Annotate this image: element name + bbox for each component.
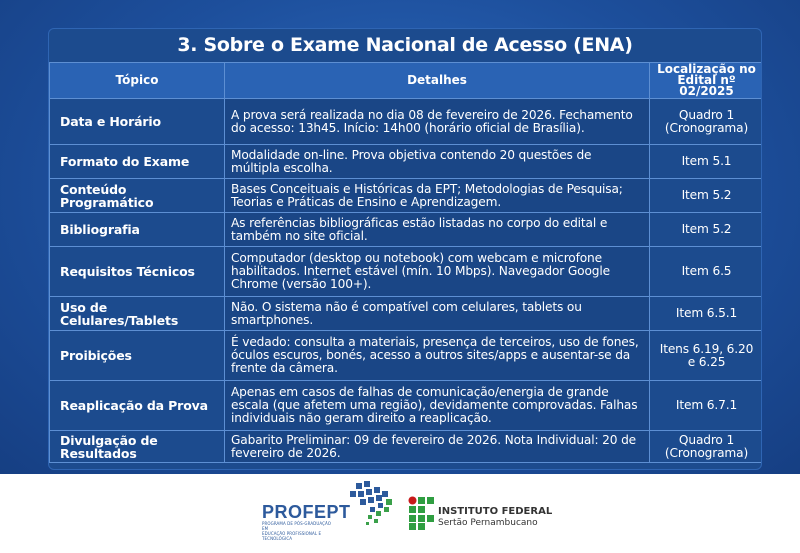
row-details: As referências bibliográficas estão listadas no corpo do edital e também no site oficial. (225, 213, 650, 247)
profept-logo (262, 502, 351, 545)
row-details: Bases Conceituais e Históricas da EPT; Metodologias de Pesquisa; Teorias e Práticas de Ensino e Aprendizagem. (225, 179, 650, 213)
table-row (50, 331, 763, 381)
row-topic: Bibliografia (50, 213, 225, 247)
table-row (50, 99, 763, 145)
instituto-federal-logo-text (438, 506, 552, 529)
row-details: A prova será realizada no dia 08 de fevereiro de 2026. Fechamento do acesso: 13h45. Início: 14h00 (horário oficial de Brasília). (225, 99, 650, 145)
table-row (50, 179, 763, 213)
row-details: É vedado: consulta a materiais, presença de terceiros, uso de fones, óculos escuros, bonés, acesso a outros sites/apps e ausentar-se da frente da câmera. (225, 331, 650, 381)
row-topic: Uso de Celulares/Tablets (50, 297, 225, 331)
header-details: Detalhes (225, 63, 650, 99)
table-row (50, 431, 763, 463)
row-topic: Formato do Exame (50, 145, 225, 179)
instituto-federal-icon (408, 496, 434, 530)
row-location: Itens 6.19, 6.20 e 6.25 (650, 331, 763, 381)
table-row (50, 381, 763, 431)
row-location: Item 5.2 (650, 179, 763, 213)
row-topic: Data e Horário (50, 99, 225, 145)
table-header-row (50, 63, 763, 99)
row-location: Item 6.5 (650, 247, 763, 297)
header-topic: Tópico (50, 63, 225, 99)
row-details: Modalidade on-line. Prova objetiva contendo 20 questões de múltipla escolha. (225, 145, 650, 179)
table-row (50, 145, 763, 179)
profept-subtitle-2: EDUCAÇÃO PROFISSIONAL E TECNOLÓGICA (262, 531, 322, 541)
page-title: 3. Sobre o Exame Nacional de Acesso (ENA) (177, 34, 633, 56)
profept-pixel-map-icon (348, 479, 398, 529)
row-topic: Divulgação de Resultados (50, 431, 225, 463)
row-location: Item 5.1 (650, 145, 763, 179)
row-topic: Requisitos Técnicos (50, 247, 225, 297)
row-details: Apenas em casos de falhas de comunicação/energia de grande escala (que afetem uma região), devidamente comprovadas. Falhas individuais não geram direito a reaplicação. (225, 381, 650, 431)
logo-footer (0, 474, 800, 553)
row-topic: Conteúdo Programático (50, 179, 225, 213)
row-location: Item 5.2 (650, 213, 763, 247)
profept-wordmark: PROFEPT (262, 502, 351, 522)
row-topic: Reaplicação da Prova (50, 381, 225, 431)
row-location: Item 6.5.1 (650, 297, 763, 331)
if-name: INSTITUTO FEDERAL (438, 506, 553, 517)
row-details: Gabarito Preliminar: 09 de fevereiro de 2026. Nota Individual: 20 de fevereiro de 2026. (225, 431, 650, 463)
row-location: Quadro 1 (Cronograma) (650, 431, 763, 463)
table-row (50, 213, 763, 247)
table-row (50, 297, 763, 331)
if-campus: Sertão Pernambucano (438, 518, 538, 528)
row-details: Não. O sistema não é compatível com celulares, tablets ou smartphones. (225, 297, 650, 331)
header-location: Localização no Edital nº 02/2025 (650, 63, 763, 99)
row-topic: Proibições (50, 331, 225, 381)
exam-info-table (49, 62, 762, 463)
profept-subtitle-1: PROGRAMA DE PÓS-GRADUAÇÃO EM (262, 521, 332, 531)
row-location: Quadro 1 (Cronograma) (650, 99, 763, 145)
row-details: Computador (desktop ou notebook) com webcam e microfone habilitados. Internet estável (mín. 10 Mbps). Navegador Google Chrome (versão 100+). (225, 247, 650, 297)
table-row (50, 247, 763, 297)
info-panel (48, 28, 762, 470)
row-location: Item 6.7.1 (650, 381, 763, 431)
